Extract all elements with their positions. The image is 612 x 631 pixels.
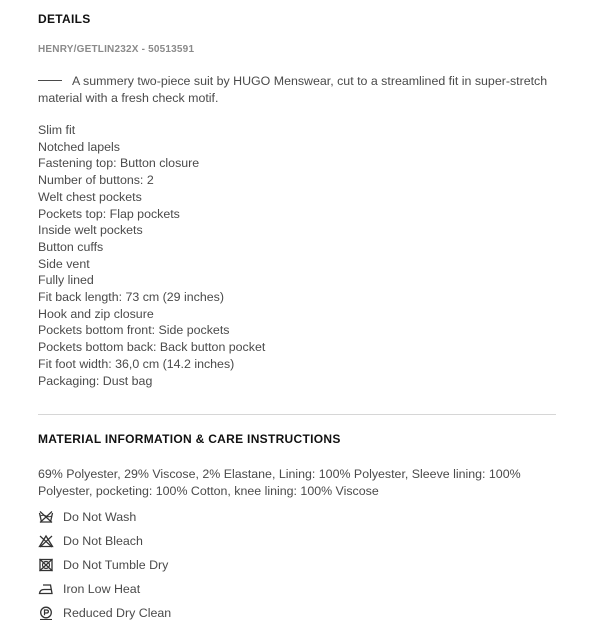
do-not-bleach-icon (38, 534, 54, 548)
feature-item: Pockets bottom front: Side pockets (38, 323, 230, 338)
product-description-text: A summery two-piece suit by HUGO Menswear, cut to a streamlined fit in super-stretch material with a fresh check motif. (38, 74, 548, 105)
material-composition: 69% Polyester, 29% Viscose, 2% Elastane, Lining: 100% Polyester, Sleeve lining: 100% Polyester, pocketing: 100% Cotton, knee lining: 100% Viscose (38, 467, 521, 498)
care-label: Iron Low Heat (63, 582, 141, 596)
feature-item: Side vent (38, 256, 90, 271)
section-divider (38, 414, 556, 415)
feature-item: Fit foot width: 36,0 cm (14.2 inches) (38, 356, 235, 371)
feature-item: Fully lined (38, 273, 94, 288)
care-label: Do Not Tumble Dry (63, 558, 169, 572)
feature-item: Packaging: Dust bag (38, 373, 153, 388)
feature-item: Notched lapels (38, 139, 120, 154)
details-heading: DETAILS (38, 12, 91, 26)
care-item (38, 505, 171, 529)
care-item (38, 529, 171, 553)
do-not-wash-icon (38, 510, 54, 524)
care-item (38, 553, 171, 577)
feature-item: Pockets bottom back: Back button pocket (38, 340, 266, 355)
care-item (38, 577, 171, 601)
care-label: Do Not Wash (63, 510, 137, 524)
product-description (38, 73, 558, 106)
feature-item: Fit back length: 73 cm (29 inches) (38, 290, 224, 305)
feature-item: Number of buttons: 2 (38, 173, 154, 188)
feature-item: Inside welt pockets (38, 223, 143, 238)
feature-list (38, 122, 265, 389)
feature-item: Button cuffs (38, 239, 104, 254)
feature-item: Welt chest pockets (38, 189, 142, 204)
iron-low-heat-icon (38, 582, 54, 596)
do-not-tumble-dry-icon (38, 558, 54, 572)
care-label: Reduced Dry Clean (63, 606, 172, 620)
dash-decoration (38, 80, 62, 81)
feature-item: Slim fit (38, 123, 76, 137)
feature-item: Hook and zip closure (38, 306, 154, 321)
product-sku: HENRY/GETLIN232X - 50513591 (38, 44, 195, 55)
material-heading: MATERIAL INFORMATION & CARE INSTRUCTIONS (38, 432, 341, 446)
care-item (38, 601, 171, 625)
feature-item: Fastening top: Button closure (38, 156, 200, 171)
care-label: Do Not Bleach (63, 534, 143, 548)
care-instructions-list (38, 505, 171, 625)
reduced-dry-clean-icon (38, 606, 54, 620)
feature-item: Pockets top: Flap pockets (38, 206, 180, 221)
